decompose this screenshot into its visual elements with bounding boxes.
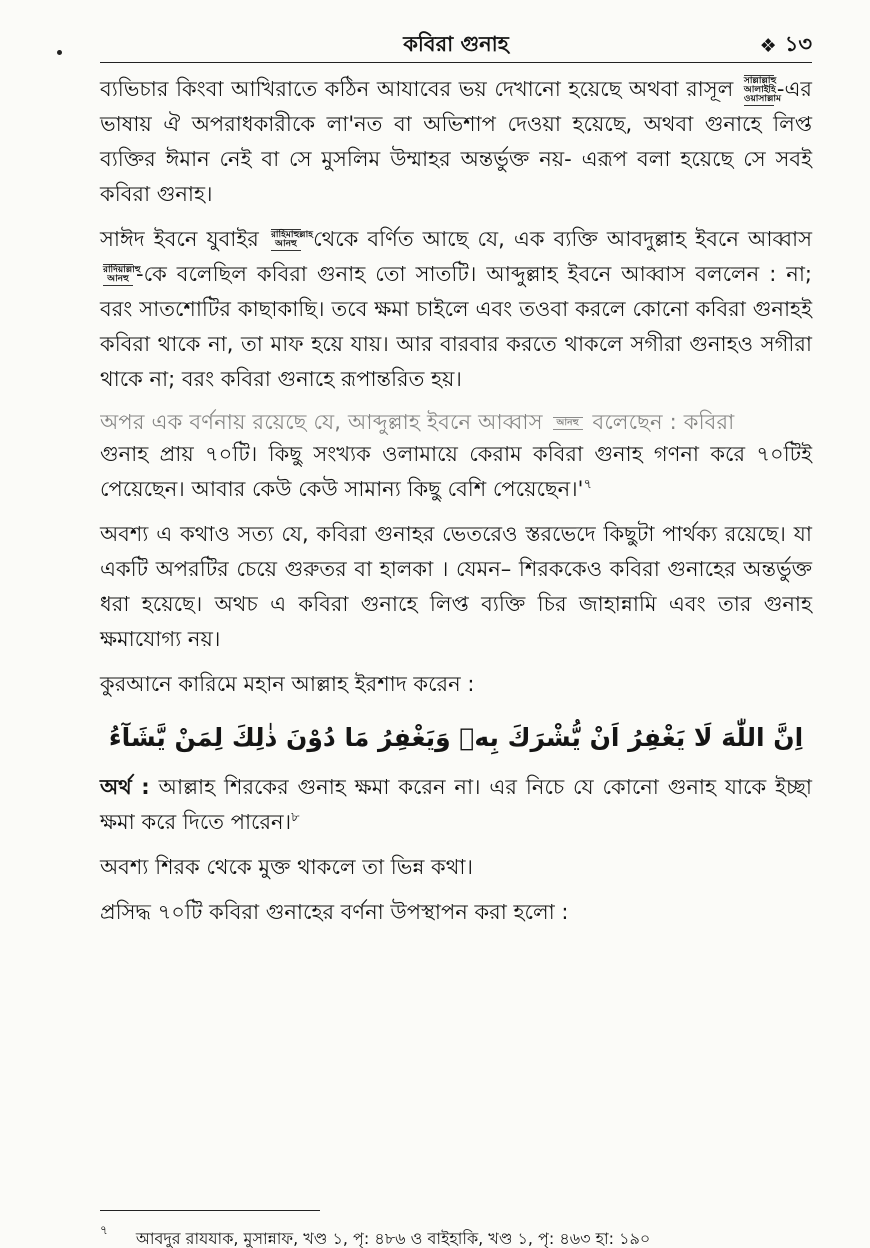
paragraph-2-text-c: -কে বলেছিল কবিরা গুনাহ তো সাতটি। আব্দুল্লাহ ইবনে আব্বাস বললেন : না; বরং সাতশোটির কাছাকাছি। তবে ক্ষমা চাইলে এবং তওবা করলে কোনো কবিরা গুনাহই কবিরা থাকে না, তা মাফ হয়ে যায়। আর বারবার করতে থাকলে সগীরা গুনাহও সগীরা থাকে না; বরং কবিরা গুনাহে রূপান্তরিত হয়। bbox=[100, 262, 812, 391]
paragraph-6 bbox=[100, 770, 812, 840]
paragraph-2 bbox=[100, 222, 812, 397]
paragraph-1 bbox=[100, 72, 812, 212]
paragraph-1-text-b: -এর ভাষায় ঐ অপরাধকারীকে লা'নত বা অভিশাপ দেওয়া হয়েছে, অথবা গুনাহে লিপ্ত ব্যক্তির ঈমান নেই বা সে মুসলিম উম্মাহর অন্তর্ভুক্ত নয়- এরূপ বলা হয়েছে সে সবই কবিরা গুনাহ। bbox=[100, 77, 812, 206]
footnote-ref-8: ৮ bbox=[291, 810, 300, 825]
paragraph-5: কুরআনে কারিমে মহান আল্লাহ ইরশাদ করেন : bbox=[100, 672, 475, 696]
paragraph-3-text: গুনাহ প্রায় ৭০টি। কিছু সংখ্যক ওলামায়ে কেরাম কবিরা গুনাহ গণনা করে ৭০টিই পেয়েছেন। আবার কেউ কেউ সামান্য কিছু বেশি পেয়েছেন।' bbox=[100, 442, 812, 501]
paragraph-3 bbox=[100, 437, 812, 507]
body-text bbox=[100, 72, 812, 930]
header-divider bbox=[100, 62, 812, 63]
paragraph-2-text-b: থেকে বর্ণিত আছে যে, এক ব্যক্তি আবদুল্লাহ ইবনে আব্বাস bbox=[303, 227, 812, 251]
paragraph-7: অবশ্য শিরক থেকে মুক্ত থাকলে তা ভিন্ন কথা। bbox=[100, 855, 473, 879]
footnote-ref-7: ৭ bbox=[583, 477, 592, 492]
header-title: কবিরা গুনাহ bbox=[403, 32, 509, 56]
quran-verse: اِنَّ اللّٰهَ لَا يَغْفِرُ اَنْ يُّشْرَكَ بِهٖ وَيَغْفِرُ مَا دُوْنَ ذٰلِكَ لِمَنْ يَّشَآءُ bbox=[108, 723, 804, 752]
page-number: ১৩ bbox=[784, 32, 812, 56]
honorific-radiyallahu-icon: রাদিয়াল্লাহু আনহু bbox=[103, 265, 141, 284]
paragraph-4: অবশ্য এ কথাও সত্য যে, কবিরা গুনাহর ভেতরেও স্তরভেদে কিছুটা পার্থক্য রয়েছে। যা একটি অপরটির চেয়ে গুরুতর বা হালকা । যেমন– শিরককেও কবিরা গুনাহের অন্তর্ভুক্ত ধরা হয়েছে। অথচ এ কবিরা গুনাহে লিপ্ত ব্যক্তি চির জাহান্নামি এবং তার গুনাহ ক্ষমাযোগ্য নয়। bbox=[100, 522, 812, 651]
running-header bbox=[100, 24, 812, 62]
faded-line bbox=[100, 407, 812, 437]
paragraph-8: প্রসিদ্ধ ৭০টি কবিরা গুনাহের বর্ণনা উপস্থাপন করা হলো : bbox=[100, 900, 569, 924]
paragraph-2-text-a: সাঈদ ইবনে যুবাইর bbox=[100, 227, 259, 251]
honorific-sallallahu-icon: সাল্লাল্লাহু আলাইহি ওয়াসাল্লাম bbox=[743, 75, 781, 104]
honorific-faded-icon: আনহু bbox=[553, 417, 583, 430]
ornament-icon: ❖ bbox=[759, 34, 777, 57]
meaning-label: অর্থ : bbox=[100, 775, 150, 799]
footnote-divider bbox=[100, 1210, 320, 1211]
footnote-text: আবদুর রাযযাক, মুসান্নাফ, খণ্ড ১, পৃ: ৪৮৬ ও বাইহাকি, খণ্ড ১, পৃ: ৪৬৩ হা: ১৯০ bbox=[135, 1229, 651, 1248]
footnote bbox=[100, 1223, 651, 1248]
paragraph-6-text: আল্লাহ শিরকের গুনাহ ক্ষমা করেন না। এর নিচে যে কোনো গুনাহ যাকে ইচ্ছা ক্ষমা করে দিতে পারেন। bbox=[100, 775, 812, 834]
footnote-number: ৭ bbox=[100, 1223, 108, 1237]
honorific-rahimahullah-icon: রাহিমাহুল্লাহ আনহু bbox=[270, 230, 313, 249]
paragraph-1-text-a: ব্যভিচার কিংবা আখিরাতে কঠিন আযাবের ভয় দেখানো হয়েছে অথবা রাসূল bbox=[100, 77, 734, 101]
header-page-number-group bbox=[760, 28, 812, 63]
faded-line-text-a: অপর এক বর্ণনায় রয়েছে যে, আব্দুল্লাহ ইবনে আব্বাস bbox=[100, 410, 543, 434]
faded-line-text-b: বলেছেন : কবিরা bbox=[585, 410, 735, 434]
stray-mark bbox=[57, 50, 62, 55]
